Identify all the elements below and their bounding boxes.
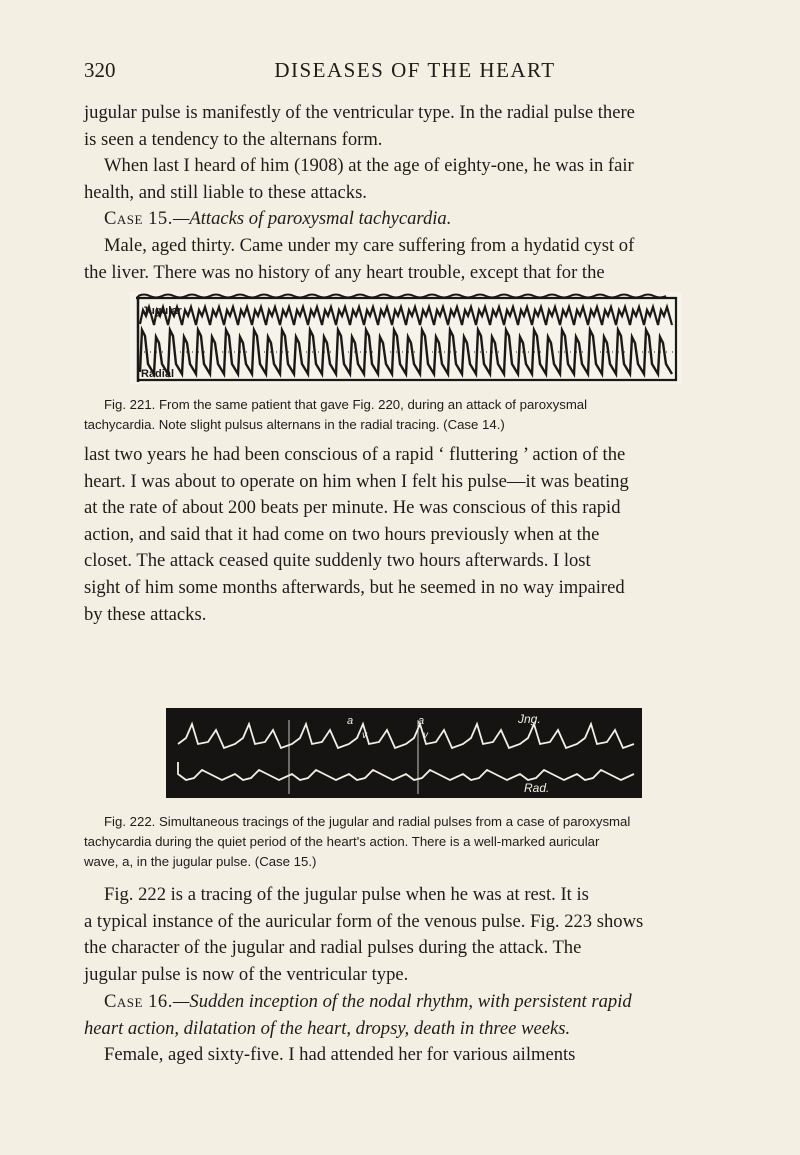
paragraph-fig-222-discussion <box>84 882 746 988</box>
case-title: —Attacks of paroxysmal tachycardia. <box>172 208 452 229</box>
text-line: sight of him some months afterwards, but he seemed in no way impaired <box>84 576 625 598</box>
case-title: heart action, dilatation of the heart, dropsy, death in three weeks. <box>84 1017 571 1039</box>
paragraph-female-sixty-five <box>84 1042 746 1069</box>
caption-line: wave, a, in the jugular pulse. (Case 15.) <box>84 854 317 869</box>
text-line: action, and said that it had come on two hours previously when at the <box>84 523 600 545</box>
paragraph-fluttering <box>84 442 746 628</box>
figure-222-tracing <box>166 708 642 798</box>
text-line: by these attacks. <box>84 603 207 625</box>
text-line: heart. I was about to operate on him when I felt his pulse—it was beating <box>84 470 629 492</box>
text-line: the character of the jugular and radial pulses during the attack. The <box>84 937 582 959</box>
label-a-wave: a <box>347 715 354 727</box>
text-line: Male, aged thirty. Came under my care suffering from a hydatid cyst of <box>104 235 635 256</box>
text-line: Fig. 222 is a tracing of the jugular pulse when he was at rest. It is <box>104 884 589 905</box>
label-jugular: Jugular <box>142 305 182 317</box>
page-header <box>84 58 746 92</box>
label-v-wave: v <box>362 730 367 741</box>
case-label: Case 16. <box>104 991 173 1012</box>
figure-222-caption <box>84 812 746 872</box>
text-line: the liver. There was no history of any heart trouble, except that for the <box>84 261 605 283</box>
text-line: at the rate of about 200 beats per minute. He was conscious of this rapid <box>84 497 621 519</box>
figure-221-tracing <box>130 292 682 384</box>
case-label: Case 15. <box>104 208 173 229</box>
label-rad: Rad. <box>524 781 550 795</box>
label-a-wave: a <box>418 715 425 727</box>
label-v-wave: v <box>423 730 428 741</box>
page-number: 320 <box>84 58 116 82</box>
caption-line: Fig. 222. Simultaneous tracings of the jugular and radial pulses from a case of paroxysmal <box>104 814 631 829</box>
text-line: When last I heard of him (1908) at the age of eighty-one, he was in fair <box>104 155 634 176</box>
case-title: —Sudden inception of the nodal rhythm, with persistent rapid <box>172 991 632 1012</box>
running-title: DISEASES OF THE HEART <box>274 58 556 82</box>
text-line: closet. The attack ceased quite suddenly two hours afterwards. I lost <box>84 550 591 572</box>
text-line: a typical instance of the auricular form of the venous pulse. Fig. 223 shows <box>84 910 644 932</box>
case-15-heading <box>84 206 746 233</box>
figure-221-caption <box>84 395 746 435</box>
caption-line: tachycardia during the quiet period of the heart's action. There is a well-marked auricular <box>84 834 600 849</box>
paragraph-radial-pulse <box>84 100 746 153</box>
text-line: jugular pulse is now of the ventricular type. <box>84 963 409 985</box>
caption-line: Fig. 221. From the same patient that gave Fig. 220, during an attack of paroxysmal <box>104 397 588 412</box>
paragraph-last-heard <box>84 153 746 206</box>
text-line: jugular pulse is manifestly of the ventricular type. In the radial pulse there <box>84 102 635 123</box>
label-jng: Jng. <box>518 712 541 726</box>
case-16-heading <box>84 989 746 1042</box>
caption-line: tachycardia. Note slight pulsus alternans in the radial tracing. (Case 14.) <box>84 417 505 432</box>
paragraph-male-thirty <box>84 233 746 286</box>
label-radial: Radial <box>141 368 175 380</box>
figure-222-background <box>166 708 642 798</box>
text-line: health, and still liable to these attacks. <box>84 181 367 203</box>
text-line: is seen a tendency to the alternans form. <box>84 128 383 150</box>
text-line: Female, aged sixty-five. I had attended her for various ailments <box>104 1044 576 1065</box>
text-line: last two years he had been conscious of a rapid ‘ fluttering ’ action of the <box>84 444 626 465</box>
